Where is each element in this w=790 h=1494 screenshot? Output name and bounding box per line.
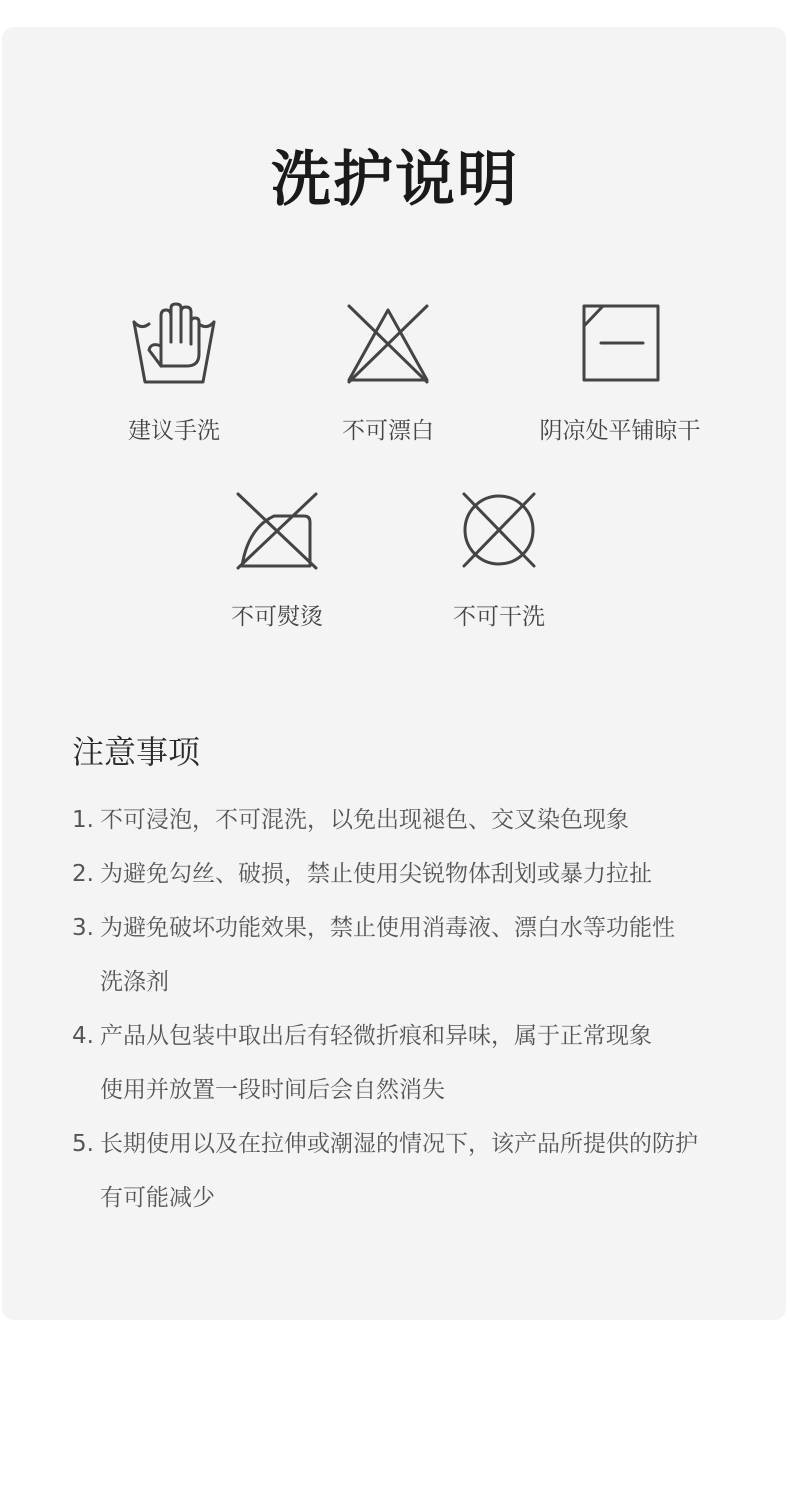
note-item-5 [72,1127,752,1181]
care-item-hand-wash [87,302,261,445]
note-text: 不可浸泡，不可混洗，以免出现褪色、交叉染色现象 [100,807,629,833]
no-bleach-icon [345,302,431,386]
care-label: 不可干洗 [453,604,545,630]
note-number: 3. [72,915,94,941]
care-item-no-iron [190,488,364,631]
note-text: 为避免勾丝、破损，禁止使用尖锐物体刮划或暴力拉扯 [100,861,652,887]
note-item-2 [72,857,752,911]
note-text: 为避免破坏功能效果，禁止使用消毒液、漂白水等功能性 [100,915,675,941]
note-number: 1. [72,807,94,833]
care-label: 不可熨烫 [231,604,323,630]
note-number: 2. [72,861,94,887]
no-iron-icon [234,488,320,572]
note-item-3 [72,911,752,965]
care-label: 建议手洗 [128,418,220,444]
note-number: 5. [72,1131,94,1157]
note-item-5-continued [72,1181,752,1235]
note-item-3-continued [72,965,752,1019]
note-text: 产品从包装中取出后有轻微折痕和异味，属于正常现象 [100,1023,652,1049]
notes-list [72,803,752,1235]
note-item-4 [72,1019,752,1073]
dry-flat-in-shade-icon [577,302,663,386]
note-text: 使用并放置一段时间后会自然消失 [100,1077,445,1103]
note-number: 4. [72,1023,94,1049]
note-text: 长期使用以及在拉伸或潮湿的情况下，该产品所提供的防护 [100,1131,698,1157]
care-label: 阴凉处平铺晾干 [539,418,701,444]
care-item-no-bleach [301,302,475,445]
note-item-1 [72,803,752,857]
care-label: 不可漂白 [342,418,434,444]
care-item-no-dry-clean [412,488,586,631]
hand-wash-icon [131,302,217,386]
notes-heading: 注意事项 [72,733,201,771]
no-dry-clean-icon [456,488,542,572]
note-text: 有可能减少 [100,1185,215,1211]
note-text: 洗涤剂 [100,969,169,995]
page-title: 洗护说明 [271,145,519,215]
note-item-4-continued [72,1073,752,1127]
care-item-dry-flat-shade [520,302,720,445]
